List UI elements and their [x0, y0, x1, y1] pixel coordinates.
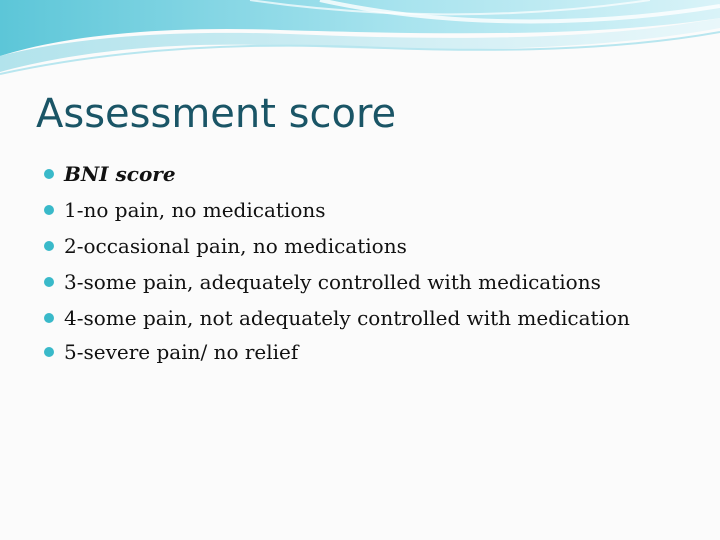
bullet-dot-icon	[44, 205, 54, 215]
bullet-text: 4-some pain, not adequately controlled with medication	[64, 306, 630, 330]
bullet-dot-icon	[44, 169, 54, 179]
bullet-item-score-4	[44, 304, 684, 333]
bullet-text: 1-no pain, no medications	[64, 198, 326, 222]
bullet-item-score-2	[44, 232, 684, 261]
bullet-dot-icon	[44, 347, 54, 357]
header-wave-decoration	[0, 0, 720, 90]
bullet-text: BNI score	[64, 162, 176, 186]
bullet-item-score-1	[44, 196, 684, 225]
bullet-dot-icon	[44, 313, 54, 323]
bullet-item-score-5	[44, 338, 684, 367]
bullet-item-bni-score	[44, 160, 684, 189]
slide-title: Assessment score	[36, 91, 397, 137]
bullet-text: 3-some pain, adequately controlled with medications	[64, 270, 601, 294]
bullet-list	[44, 160, 684, 374]
bullet-item-score-3	[44, 268, 684, 297]
bullet-dot-icon	[44, 277, 54, 287]
bullet-text: 2-occasional pain, no medications	[64, 234, 407, 258]
bullet-dot-icon	[44, 241, 54, 251]
bullet-text: 5-severe pain/ no relief	[64, 340, 299, 364]
